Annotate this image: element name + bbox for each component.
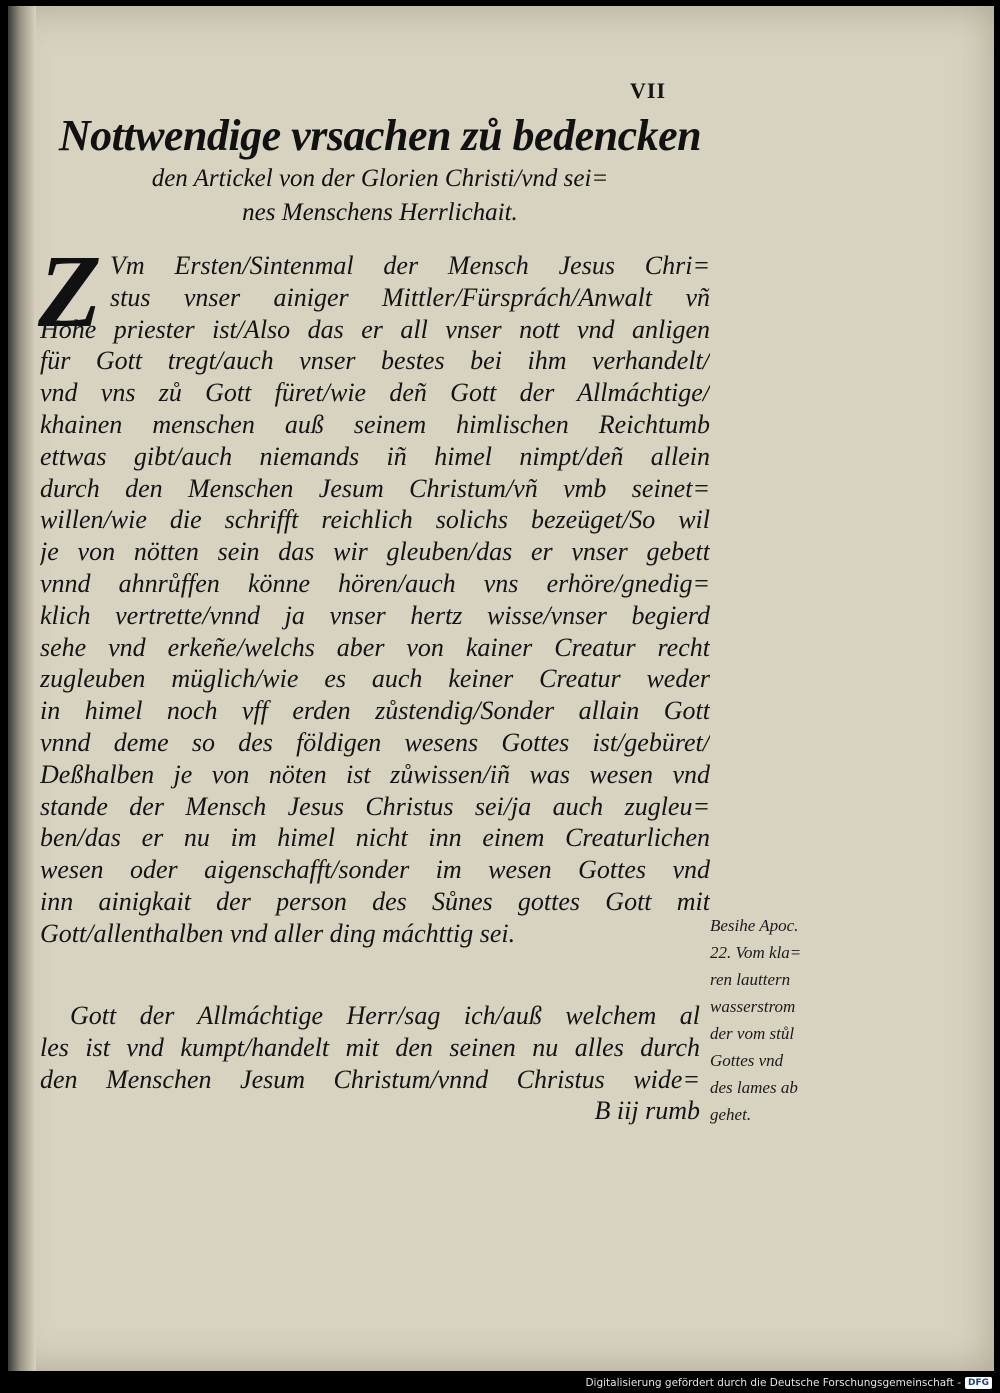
text-line: ben/das er nu im himel nicht inn einem Creaturlichen: [40, 823, 710, 853]
folio-number: VII: [630, 78, 667, 103]
text-line: vnnd ahnrůffen könne hören/auch vns erhöre/gnedig=: [40, 568, 710, 598]
text-line: les ist vnd kumpt/handelt mit den seinen nu alles durch: [40, 1033, 700, 1062]
text-line: zugleuben müglich/wie es auch keiner Creatur weder: [40, 664, 710, 694]
marginal-note-line: ren lauttern: [710, 970, 791, 989]
text-line: sehe vnd erkeñe/welchs aber von kainer Creatur recht: [40, 632, 710, 662]
marginal-note-line: Besihe Apoc.: [710, 916, 799, 935]
page-title-line-2: den Artickel von der Glorien Christi/vnd sei=: [151, 165, 609, 192]
text-line: stus vnser ainiger Mittler/Fürsprách/Anwalt vñ: [110, 282, 710, 312]
text-line: Gott der Allmáchtige Herr/sag ich/auß welchem al: [70, 1001, 700, 1030]
text-line: den Menschen Jesum Christum/vnnd Christus wide=: [40, 1065, 700, 1094]
body-paragraph-2: [40, 1000, 700, 1096]
text-line: für Gott tregt/auch vnser bestes bei ihm verhandelt/: [40, 346, 710, 376]
text-line: Deßhalben je von nöten ist zůwissen/iñ was wesen vnd: [40, 759, 710, 789]
text-line: vnd vns zů Gott füret/wie deñ Gott der Allmáchtige/: [40, 378, 710, 408]
credit-text: Digitalisierung gefördert durch die Deutsche Forschungsgemeinschaft -: [585, 1377, 961, 1389]
text-line: khainen menschen auß seinem himlischen Reichtumb: [40, 409, 710, 439]
text-line: ettwas gibt/auch niemands iñ himel nimpt/deñ allein: [40, 441, 710, 471]
text-line: Gott/allenthalben vnd aller ding máchttig sei.: [40, 918, 516, 948]
text-line: je von nötten sein das wir gleuben/das er vnser gebett: [40, 537, 710, 567]
marginal-note-line: wasserstrom: [710, 997, 796, 1016]
digitization-credit: [585, 1377, 992, 1389]
body-paragraph-1: [40, 250, 710, 950]
text-line: Vm Ersten/Sintenmal der Mensch Jesus Chri=: [110, 251, 710, 280]
text-line: wesen oder aigenschafft/sonder im wesen Gottes vnd: [40, 855, 710, 885]
text-line: inn ainigkait der person des Sůnes gottes Gott mit: [40, 886, 710, 916]
marginal-note-line: des lames ab: [710, 1078, 798, 1097]
marginal-note: [710, 912, 840, 1128]
signature-catchword: B iij rumb: [594, 1096, 700, 1125]
text-line: Hohe priester ist/Also das er all vnser nott vnd anligen: [40, 314, 710, 344]
marginal-note-line: Gottes vnd: [710, 1051, 784, 1070]
text-line: vnnd deme so des földigen wesens Gottes ist/gebüret/: [40, 727, 710, 757]
text-line: willen/wie die schrifft reichlich solichs bezeüget/So wil: [40, 505, 710, 535]
marginal-note-line: der vom stůl: [710, 1024, 795, 1043]
drop-capital: Z: [38, 234, 102, 349]
book-gutter-shadow: [8, 6, 36, 1371]
dfg-logo-icon: DFG: [965, 1377, 992, 1389]
page-title-line-3: nes Menschens Herrlichait.: [242, 199, 518, 226]
text-line: in himel noch vff erden zůstendig/Sonder allain Gott: [40, 696, 710, 726]
text-line: durch den Menschen Jesum Christum/vñ vmb seinet=: [40, 473, 710, 503]
text-line: stande der Mensch Jesus Christus sei/ja auch zugleu=: [40, 791, 710, 821]
marginal-note-line: 22. Vom kla=: [710, 943, 802, 962]
marginal-note-line: gehet.: [710, 1105, 752, 1124]
text-line: klich vertrette/vnnd ja vnser hertz wisse/vnser begierd: [40, 600, 710, 630]
page-title-line-1: Nottwendige vrsachen zů bedencken: [58, 111, 702, 160]
